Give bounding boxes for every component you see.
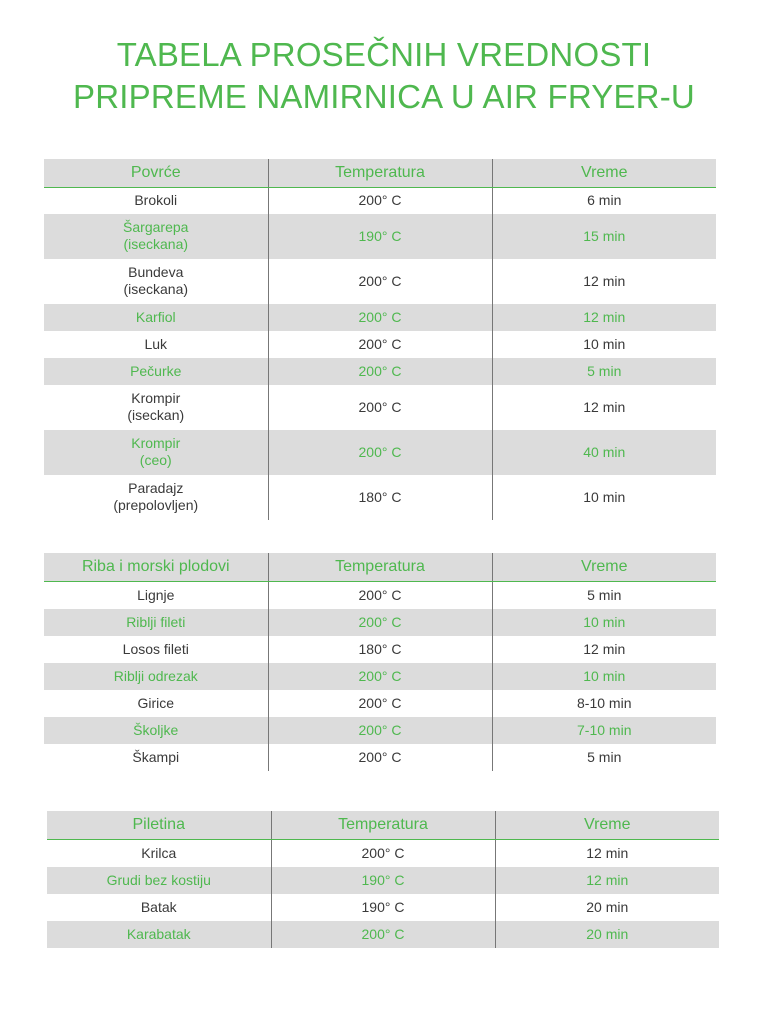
food-name-line: Šargarepa (123, 219, 189, 235)
food-name-cell (47, 840, 271, 867)
food-name-cell (47, 867, 271, 894)
table-row (47, 894, 719, 921)
time-cell: 7-10 min (492, 717, 716, 744)
header-temperature: Temperatura (268, 159, 492, 188)
food-name-cell (44, 690, 268, 717)
food-name-cell (44, 259, 268, 304)
time-cell: 10 min (492, 609, 716, 636)
food-name-cell (44, 385, 268, 430)
header-time: Vreme (492, 159, 716, 188)
page-title (0, 34, 768, 118)
header-time: Vreme (495, 811, 719, 840)
temperature-cell: 190° C (268, 214, 492, 259)
temperature-cell: 200° C (268, 358, 492, 385)
temperature-cell: 200° C (268, 690, 492, 717)
food-name-line: Pečurke (130, 362, 182, 379)
header-temperature: Temperatura (268, 553, 492, 582)
food-name-line: Paradajz (128, 480, 184, 496)
food-name-line: Krilca (141, 844, 177, 861)
food-name-line: Batak (140, 898, 177, 915)
header-category: Riba i morski plodovi (44, 553, 268, 582)
food-name-line: Lignje (137, 586, 175, 603)
food-name-cell (44, 582, 268, 609)
time-cell: 10 min (492, 475, 716, 520)
temperature-cell: 200° C (268, 430, 492, 475)
food-name-cell (44, 744, 268, 771)
table-row (44, 385, 716, 430)
food-name-line: Krompir (131, 435, 181, 451)
food-name-line: Girice (137, 694, 175, 711)
table-row (44, 214, 716, 259)
time-cell: 12 min (492, 385, 716, 430)
header-category: Povrće (44, 159, 268, 188)
temperature-cell: 200° C (268, 663, 492, 690)
header-time: Vreme (492, 553, 716, 582)
time-cell: 12 min (492, 636, 716, 663)
food-name-line: (iseckana) (123, 281, 189, 297)
table-row (44, 663, 716, 690)
table-row (44, 717, 716, 744)
food-name-line: Brokoli (134, 192, 178, 209)
table-row (44, 636, 716, 663)
time-cell: 40 min (492, 430, 716, 475)
table-header-row (47, 811, 719, 840)
food-name-line: Bundeva (128, 264, 184, 280)
time-cell: 15 min (492, 214, 716, 259)
table-row (47, 840, 719, 867)
food-name-line: (iseckan) (127, 407, 185, 423)
food-name-cell (47, 894, 271, 921)
time-cell: 8-10 min (492, 690, 716, 717)
food-name-cell (44, 188, 268, 214)
header-temperature: Temperatura (271, 811, 495, 840)
food-name-line: Školjke (133, 721, 179, 738)
table-row (44, 744, 716, 771)
table-row (44, 304, 716, 331)
temperature-cell: 200° C (268, 717, 492, 744)
food-name-cell (44, 214, 268, 259)
time-cell: 12 min (495, 840, 719, 867)
time-cell: 10 min (492, 331, 716, 358)
food-name-line: Luk (144, 335, 168, 352)
temperature-cell: 190° C (271, 894, 495, 921)
table-row (44, 690, 716, 717)
table-row (44, 358, 716, 385)
food-name-cell (44, 717, 268, 744)
table-row (47, 921, 719, 948)
table-row (47, 867, 719, 894)
table-row (44, 475, 716, 520)
food-name-line: Riblji fileti (126, 613, 186, 630)
time-cell: 12 min (492, 259, 716, 304)
title-line-2: PRIPREME NAMIRNICA U AIR FRYER-U (73, 78, 695, 115)
temperature-cell: 200° C (268, 385, 492, 430)
food-name-cell (44, 475, 268, 520)
table-header-row (44, 553, 716, 582)
food-name-cell (44, 609, 268, 636)
food-name-line: Riblji odrezak (113, 667, 198, 684)
temperature-cell: 200° C (271, 840, 495, 867)
food-name-cell (44, 304, 268, 331)
time-cell: 12 min (492, 304, 716, 331)
temperature-cell: 200° C (268, 304, 492, 331)
food-name-line: Karabatak (126, 925, 191, 942)
food-name-line: (prepolovljen) (113, 497, 199, 513)
time-cell: 5 min (492, 358, 716, 385)
temperature-cell: 180° C (268, 636, 492, 663)
table-row (44, 188, 716, 214)
temperature-cell: 200° C (271, 921, 495, 948)
table-row (44, 331, 716, 358)
food-name-line: Krompir (131, 390, 181, 406)
header-category: Piletina (47, 811, 271, 840)
temperature-cell: 200° C (268, 188, 492, 214)
temperature-cell: 200° C (268, 744, 492, 771)
temperature-cell: 200° C (268, 582, 492, 609)
time-cell: 20 min (495, 894, 719, 921)
food-name-cell (44, 430, 268, 475)
food-name-cell (44, 331, 268, 358)
title-line-1: TABELA PROSEČNIH VREDNOSTI (116, 36, 652, 73)
food-name-cell (44, 358, 268, 385)
food-name-line: Losos fileti (122, 640, 189, 657)
time-cell: 20 min (495, 921, 719, 948)
temperature-cell: 180° C (268, 475, 492, 520)
food-name-line: Grudi bez kostiju (106, 871, 211, 888)
food-name-line: (ceo) (139, 452, 172, 468)
table-row (44, 582, 716, 609)
table-row (44, 609, 716, 636)
vegetables-table (44, 159, 716, 520)
food-name-line: (iseckana) (123, 236, 189, 252)
table-row (44, 430, 716, 475)
time-cell: 12 min (495, 867, 719, 894)
temperature-cell: 200° C (268, 331, 492, 358)
food-name-cell (47, 921, 271, 948)
temperature-cell: 190° C (271, 867, 495, 894)
food-name-cell (44, 663, 268, 690)
table-row (44, 259, 716, 304)
table-header-row (44, 159, 716, 188)
time-cell: 6 min (492, 188, 716, 214)
food-name-cell (44, 636, 268, 663)
time-cell: 5 min (492, 744, 716, 771)
food-name-line: Karfiol (135, 308, 176, 325)
fish-seafood-table (44, 553, 716, 771)
time-cell: 10 min (492, 663, 716, 690)
temperature-cell: 200° C (268, 609, 492, 636)
chicken-table (47, 811, 719, 948)
food-name-line: Škampi (132, 748, 180, 765)
time-cell: 5 min (492, 582, 716, 609)
temperature-cell: 200° C (268, 259, 492, 304)
